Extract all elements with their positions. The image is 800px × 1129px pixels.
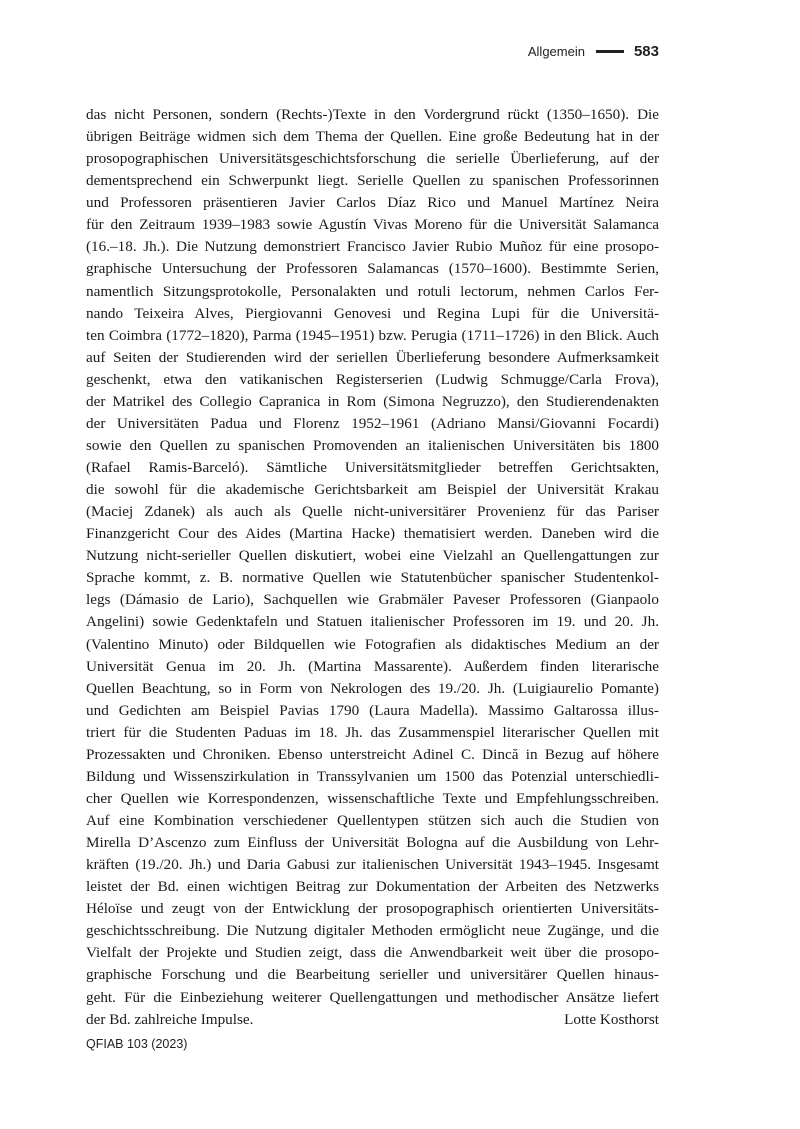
closing-line	[86, 1009, 659, 1031]
text-line: für den Zeitraum 1939–1983 sowie Agustín Vivas Moreno für die Universität Salamanca	[86, 216, 659, 234]
text-line: das nicht Personen, sondern (Rechts-)Texte in den Vordergrund rückt (1350–1650). Die	[86, 106, 659, 123]
text-line: die sowohl für die akademische Gerichtsbarkeit am Beispiel der Universität Krakau	[86, 481, 659, 499]
text-line: Sprache kommt, z. B. normative Quellen wie Statutenbücher spanischer Studentenkol-	[86, 569, 659, 587]
text-line: prosopographischen Universitätsgeschichtsforschung die serielle Überlieferung, auf der	[86, 150, 659, 168]
text-line: (Maciej Zdanek) als auch als Quelle nicht-universitärer Provenienz für das Pariser	[86, 503, 659, 521]
text-line: Nutzung nicht-serieller Quellen diskutiert, wobei eine Vielzahl an Quellengattungen zur	[86, 547, 659, 565]
text-line: (16.–18. Jh.). Die Nutzung demonstriert Francisco Javier Rubio Muñoz für eine prosopo-	[86, 238, 659, 256]
text-line: kräften (19./20. Jh.) und Daria Gabusi zur italienischen Universität 1943–1945. Insgesamt	[86, 856, 659, 874]
section-title: Allgemein	[527, 44, 585, 59]
header-rule	[596, 50, 624, 53]
text-line: leistet der Bd. einen wichtigen Beitrag zur Dokumentation der Arbeiten des Netzwerks	[86, 878, 659, 896]
journal-footer: QFIAB 103 (2023)	[86, 1037, 188, 1051]
text-line: und Professoren präsentieren Javier Carlos Díaz Rico und Manuel Martínez Neira	[86, 194, 659, 212]
text-line: Universität Genua im 20. Jh. (Martina Massarente). Außerdem finden literarische	[86, 657, 659, 675]
text-line: geschichtsschreibung. Die Nutzung digitaler Methoden ermöglicht neue Zugänge, und die	[86, 922, 659, 940]
text-line: der Matrikel des Collegio Capranica in Rom (Simona Negruzzo), den Studierendenakten	[86, 392, 659, 410]
review-text	[86, 104, 659, 1031]
text-line: triert für die Studenten Paduas im 18. Jh. das Zusammenspiel literarischer Quellen mit	[86, 723, 659, 741]
text-line: übrigen Beiträge widmen sich dem Thema der Quellen. Eine große Bedeutung hat in der	[86, 128, 659, 146]
review-author: Lotte Kosthorst	[564, 1010, 659, 1028]
running-header	[528, 43, 659, 60]
text-line: geschenkt, etwa den vatikanischen Registerserien (Ludwig Schmugge/Carla Frova),	[86, 370, 659, 388]
text-line: sowie den Quellen zu spanischen Promovenden an italienischen Universitäten bis 1800	[86, 436, 659, 454]
text-line: Héloïse und zeugt von der Entwicklung der prosopographisch orientierten Universitäts-	[86, 900, 659, 918]
closing-sentence: der Bd. zahlreiche Impulse.	[86, 1010, 254, 1028]
text-line: Auf eine Kombination verschiedener Quellentypen stützen sich auch die Studien von	[86, 812, 659, 829]
text-line: nando Teixeira Alves, Piergiovanni Genovesi und Regina Lupi für die Universitä-	[86, 304, 659, 322]
text-line: dementsprechend ein Schwerpunkt liegt. Serielle Quellen zu spanischen Professorinnen	[86, 172, 659, 190]
text-line: ten Coimbra (1772–1820), Parma (1945–1951) bzw. Perugia (1711–1726) in den Blick. Auch	[86, 326, 659, 344]
text-line: Finanzgericht Cour des Aides (Martina Hacke) thematisiert werden. Daneben wird die	[86, 525, 659, 543]
text-line: der Universitäten Padua und Florenz 1952–1961 (Adriano Mansi/Giovanni Focardi)	[86, 414, 659, 432]
text-line: Angelini) sowie Gedenktafeln und Statuen italienischer Professoren im 19. und 20. Jh.	[86, 613, 659, 631]
text-line: cher Quellen wie Korrespondenzen, wissenschaftliche Texte und Empfehlungsschreiben.	[86, 789, 659, 807]
page-number: 583	[633, 43, 659, 60]
text-line: Vielfalt der Projekte und Studien zeigt, dass die Anwendbarkeit weit über die prosopo-	[86, 944, 659, 962]
text-line: und Gedichten am Beispiel Pavias 1790 (Laura Madella). Massimo Galtarossa illus-	[86, 701, 659, 719]
text-line: Quellen Beachtung, so in Form von Nekrologen des 19./20. Jh. (Luigiaurelio Pomante)	[86, 679, 659, 697]
text-line: Prozessakten und Chroniken. Ebenso unterstreicht Adinel C. Dincă in Bezug auf höhere	[86, 745, 659, 763]
text-line: geht. Für die Einbeziehung weiterer Quellengattungen und methodischer Ansätze liefert	[86, 988, 659, 1006]
text-line: graphische Forschung und die Bearbeitung serieller und universitärer Quellen hinaus-	[86, 966, 659, 984]
text-line: legs (Dámasio de Lario), Sachquellen wie Grabmäler Paveser Professoren (Gianpaolo	[86, 591, 659, 609]
text-line: Bildung und Wissenszirkulation in Transsylvanien um 1500 das Potenzial unterschiedli-	[86, 767, 659, 785]
text-line: (Rafael Ramis-Barceló). Sämtliche Universitätsmitglieder betreffen Gerichtsakten,	[86, 459, 659, 476]
text-line: graphische Untersuchung der Professoren Salamancas (1570–1600). Bestimmte Serien,	[86, 260, 659, 278]
text-line: auf Seiten der Studierenden wird der seriellen Überlieferung besondere Aufmerksamkeit	[86, 348, 659, 366]
text-line: namentlich Sitzungsprotokolle, Personalakten und rotuli lectorum, nehmen Carlos Fer-	[86, 282, 659, 300]
text-line: Mirella D’Ascenzo zum Einfluss der Universität Bologna auf die Ausbildung von Lehr-	[86, 834, 659, 852]
text-line: (Valentino Minuto) oder Bildquellen wie Fotografien als didaktisches Medium an der	[86, 635, 659, 653]
